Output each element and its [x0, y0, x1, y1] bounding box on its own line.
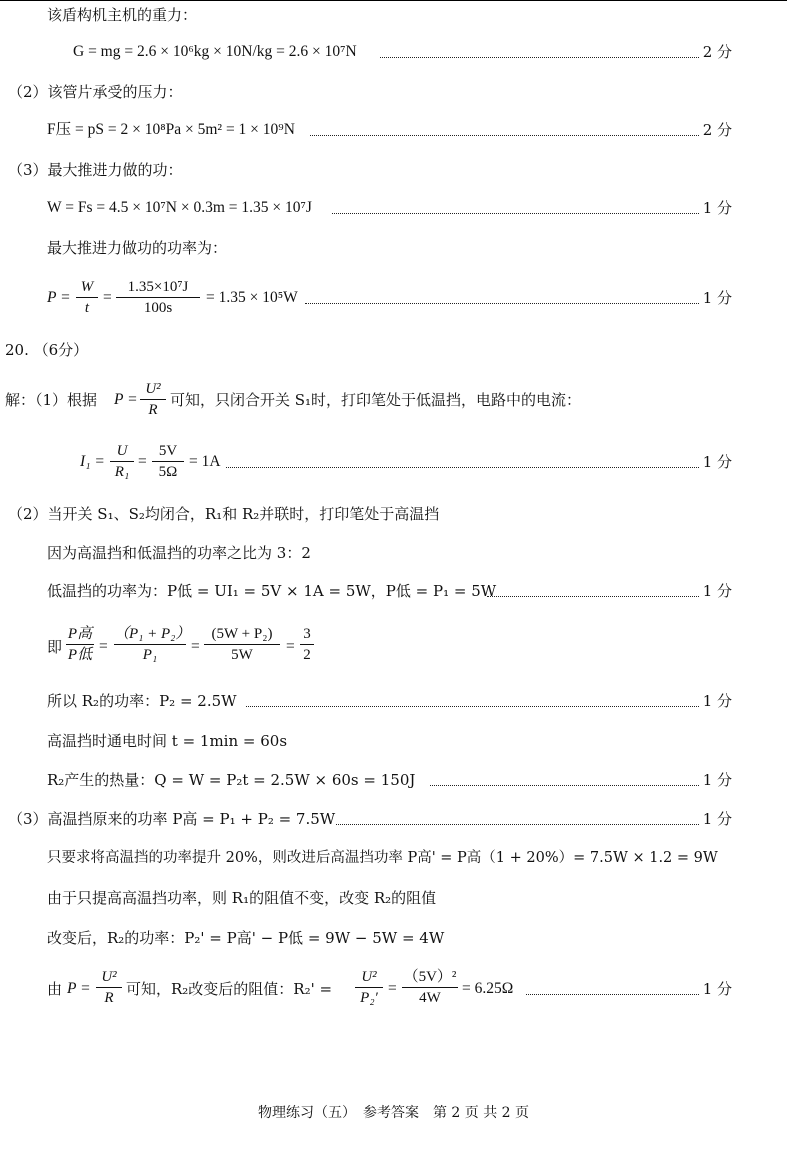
dot-leader — [305, 303, 699, 304]
fraction-denominator: R — [148, 402, 158, 418]
fraction-numerator: （P₁ + P₂） — [114, 626, 191, 642]
fraction — [140, 380, 166, 419]
dot-leader — [336, 824, 699, 825]
dot-leader — [226, 467, 699, 468]
fraction-numerator: U² — [361, 969, 377, 985]
text-line: 可知，只闭合开关 S₁时，打印笔处于低温挡，电路中的电流： — [170, 391, 582, 409]
text-line: （2）当开关 S₁、S₂均闭合，R₁和 R₂并联时，打印笔处于高温挡 — [8, 505, 440, 523]
dot-leader — [487, 596, 699, 597]
fraction-denominator: P₁ — [142, 647, 158, 663]
dot-leader — [526, 994, 699, 995]
equals-sign: = — [388, 980, 397, 997]
score: 1 分 — [702, 199, 732, 217]
text-line: 由 — [47, 980, 63, 998]
fraction — [204, 625, 280, 664]
dot-leader — [430, 785, 699, 786]
fraction — [110, 442, 134, 481]
text-line: 只要求将高温挡的功率提升 20%，则改进后高温挡功率 P高' = P高（1 + 20%）= 7.5W × 1.2 = 9W — [47, 850, 718, 866]
fraction-numerator: W — [80, 279, 94, 295]
fraction-denominator: 100s — [143, 300, 173, 316]
text-line: （2）该管片承受的压力： — [8, 83, 183, 101]
fraction-denominator: 4W — [419, 990, 441, 1006]
formula-line: F压 = pS = 2 × 10⁸Pa × 5m² = 1 × 10⁹N — [47, 121, 295, 138]
formula-text: P = — [47, 289, 71, 306]
fraction-denominator: t — [84, 300, 90, 316]
formula-text: = 1A — [189, 453, 221, 470]
dot-leader — [246, 706, 699, 707]
text-line: （3）高温挡原来的功率 P高 = P₁ + P₂ = 7.5W — [8, 810, 336, 828]
score: 1 分 — [702, 771, 732, 789]
page-footer: 物理练习（五） 参考答案 第 2 页 共 2 页 — [257, 1105, 530, 1121]
score: 1 分 — [702, 289, 732, 307]
question-heading: 20. （6分） — [5, 341, 89, 359]
fraction — [300, 625, 314, 664]
fraction-numerator: 3 — [303, 626, 311, 642]
text-line: 该盾构机主机的重力： — [47, 6, 198, 24]
text-line: 由于只提高高温挡功率，则 R₁的阻值不变，改变 R₂的阻值 — [47, 889, 437, 907]
score: 1 分 — [702, 453, 732, 471]
equals-sign: = — [286, 638, 295, 655]
fraction-denominator: 5W — [231, 647, 253, 663]
fraction-denominator: R — [104, 990, 114, 1006]
fraction — [96, 968, 122, 1007]
fraction-numerator: U² — [145, 381, 161, 397]
text-line: 解：（1）根据 — [5, 391, 98, 409]
fraction-numerator: P高 — [67, 626, 93, 642]
fraction — [355, 968, 383, 1007]
fraction — [66, 625, 94, 664]
text-line: 可知，R₂改变后的阻值：R₂' = — [126, 980, 333, 998]
fraction — [152, 442, 184, 481]
score: 2 分 — [702, 121, 732, 139]
text-line: 低温挡的功率为：P低 = UI₁ = 5V × 1A = 5W，P低 = P₁ = 5W — [47, 582, 497, 600]
text-line: 高温挡时通电时间 t = 1min = 60s — [47, 732, 288, 750]
text-line: 最大推进力做功的功率为： — [47, 239, 228, 257]
text-line: （3）最大推进力做的功： — [8, 161, 183, 179]
score: 1 分 — [702, 810, 732, 828]
fraction-denominator: P低 — [67, 647, 93, 663]
fraction-numerator: （5V）² — [403, 969, 457, 985]
fraction — [116, 278, 200, 317]
text-line: 即 — [47, 638, 63, 656]
text-line: 因为高温挡和低温挡的功率之比为 3：2 — [47, 544, 311, 562]
text-line: 改变后，R₂的功率：P₂' = P高' − P低 = 9W − 5W = 4W — [47, 929, 445, 947]
dot-leader — [310, 135, 699, 136]
score: 1 分 — [702, 980, 732, 998]
formula-text: = 1.35 × 10⁵W — [206, 289, 298, 306]
fraction-denominator: 2 — [303, 647, 311, 663]
text-line: 所以 R₂的功率：P₂ = 2.5W — [47, 692, 237, 710]
formula-line: G = mg = 2.6 × 10⁶kg × 10N/kg = 2.6 × 10⁷N — [73, 43, 357, 60]
text-line: R₂产生的热量：Q = W = P₂t = 2.5W × 60s = 150J — [47, 771, 416, 789]
fraction-denominator: 5Ω — [158, 464, 178, 480]
fraction — [114, 625, 191, 664]
score: 2 分 — [702, 43, 732, 61]
fraction-numerator: U — [116, 443, 128, 459]
score: 1 分 — [702, 692, 732, 710]
fraction-numerator: 5V — [158, 443, 178, 459]
equals-sign: = — [191, 638, 200, 655]
formula-text: = 6.25Ω — [462, 980, 514, 997]
dot-leader — [380, 57, 699, 58]
formula-line: W = Fs = 4.5 × 10⁷N × 0.3m = 1.35 × 10⁷J — [47, 199, 312, 216]
dot-leader — [332, 213, 699, 214]
fraction — [76, 278, 98, 317]
fraction-denominator: R₁ — [114, 464, 130, 480]
formula-text: I₁ = — [80, 453, 105, 470]
fraction-numerator: U² — [101, 969, 117, 985]
score: 1 分 — [702, 582, 732, 600]
fraction-numerator: (5W + P₂) — [211, 626, 273, 642]
fraction-denominator: P₂′ — [360, 990, 378, 1006]
fraction-numerator: 1.35×10⁷J — [127, 279, 189, 295]
equals-sign: = — [103, 289, 112, 306]
fraction — [402, 968, 458, 1007]
top-border — [0, 0, 787, 1]
equals-sign: = — [138, 453, 147, 470]
equals-sign: = — [99, 638, 108, 655]
